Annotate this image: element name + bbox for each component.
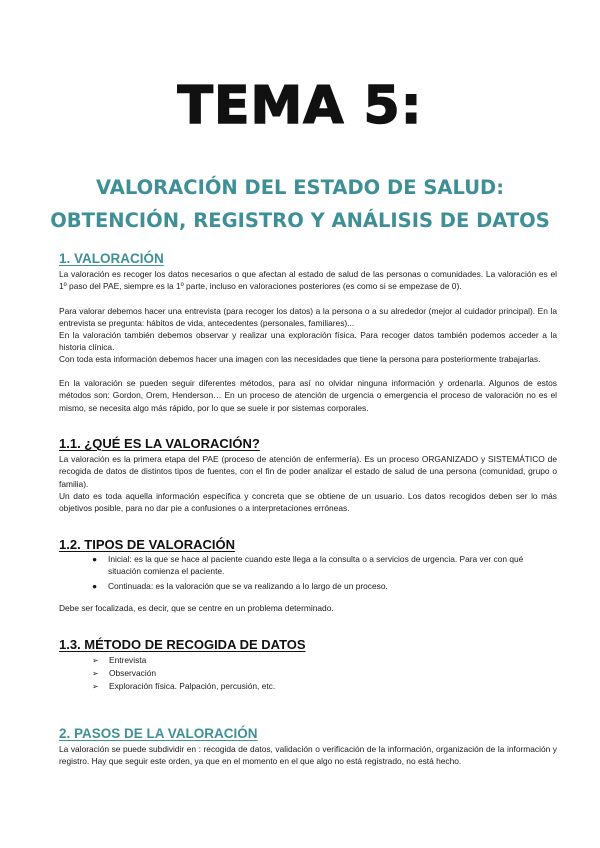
paragraph: La valoración es la primera etapa del PAE (proceso de atención de enfermería). Es un proceso ORGANIZADO y SISTEMÁTICO de recogida de datos de distintos tipos de fuentes, con el fin de poder analizar el estado de salud de una persona (comunidad, grupo o familia).	[59, 454, 557, 489]
subtitle-line-1: VALORACIÓN DEL ESTADO DE SALUD:	[95, 176, 505, 199]
paragraph: En la valoración también debemos observar y realizar una exploración física. Para recoger datos también podemos acceder a la historia clínica.	[59, 330, 557, 353]
list-item	[92, 680, 275, 693]
list-item-text: Entrevista	[109, 655, 147, 665]
list-item-text: Inicial: es la que se hace al paciente cuando este llega a la consulta o a servicios de urgencia. Para ver con qué situación comienza el paciente.	[108, 554, 524, 577]
section-heading-pasos: 2. PASOS DE LA VALORACIÓN	[59, 726, 258, 741]
list-item	[92, 654, 275, 667]
subtitle-line-2: OBTENCIÓN, REGISTRO Y ANÁLISIS DE DATOS	[50, 209, 550, 232]
paragraph: Un dato es toda aquella información específica y concreta que se obtiene de un usuario. Los datos recogidos deben ser lo más objetivos posible, para no dar pie a confusiones o a interpretaciones erróneas.	[59, 491, 557, 514]
arrow-bullet-icon: ➢	[92, 656, 99, 665]
arrow-bullet-icon: ➢	[92, 682, 99, 691]
section-heading-tipos: 1.2. TIPOS DE VALORACIÓN	[59, 537, 236, 552]
list-item-text: Observación	[109, 668, 157, 678]
list-item	[92, 580, 557, 592]
list-item-text: Exploración física. Palpación, percusión, etc.	[109, 681, 276, 691]
paragraph: La valoración se puede subdividir en : recogida de datos, validación o verificación de la información, organización de la información y registro. Hay que seguir este orden, ya que en el momento en el que algo no está registrado, no está hecho.	[59, 744, 557, 767]
arrow-bullet-icon: ➢	[92, 669, 99, 678]
paragraph: Con toda esta información debemos hacer una imagen con las necesidades que tiene la persona para posteriormente trabajarlas.	[59, 354, 541, 364]
bullet-list	[92, 553, 557, 594]
section-heading-metodo: 1.3. MÉTODO DE RECOGIDA DE DATOS	[59, 637, 306, 652]
section-heading-que-es: 1.1. ¿QUÉ ES LA VALORACIÓN?	[59, 436, 260, 451]
paragraph: Para valorar debemos hacer una entrevista (para recoger los datos) a la persona o a su alrededor (mejor al cuidador principal). En la entrevista se pregunta: hábitos de vida, antecedentes (personales, familiares)...	[59, 306, 557, 329]
paragraph: Debe ser focalizada, es decir, que se centre en un problema determinado.	[59, 603, 334, 613]
section-heading-valoracion: 1. VALORACIÓN	[59, 251, 164, 266]
list-item-text: Continuada: es la valoración que se va realizando a lo largo de un proceso.	[108, 580, 388, 591]
page-title: TEMA 5:	[177, 76, 423, 136]
bullet-icon: ●	[92, 554, 98, 564]
list-item	[92, 553, 557, 578]
arrow-list	[92, 654, 275, 693]
list-item	[92, 667, 275, 680]
bullet-icon: ●	[92, 580, 98, 591]
paragraph: La valoración es recoger los datos necesarios o que afectan al estado de salud de las personas o comunidades. La valoración es el 1º paso del PAE, siempre es la 1º parte, incluso en valoraciones posteriores (es como si se empezase de 0).	[59, 269, 557, 292]
paragraph: En la valoración se pueden seguir diferentes métodos, para así no olvidar ninguna información y ordenarla. Algunos de estos métodos son: Gordon, Orem, Henderson… En un proceso de atención de urgencia o emergencia el proceso de valoración no es el mismo, se necesita algo más rápido, por lo que se suele ir por sistemas corporales.	[59, 378, 557, 413]
